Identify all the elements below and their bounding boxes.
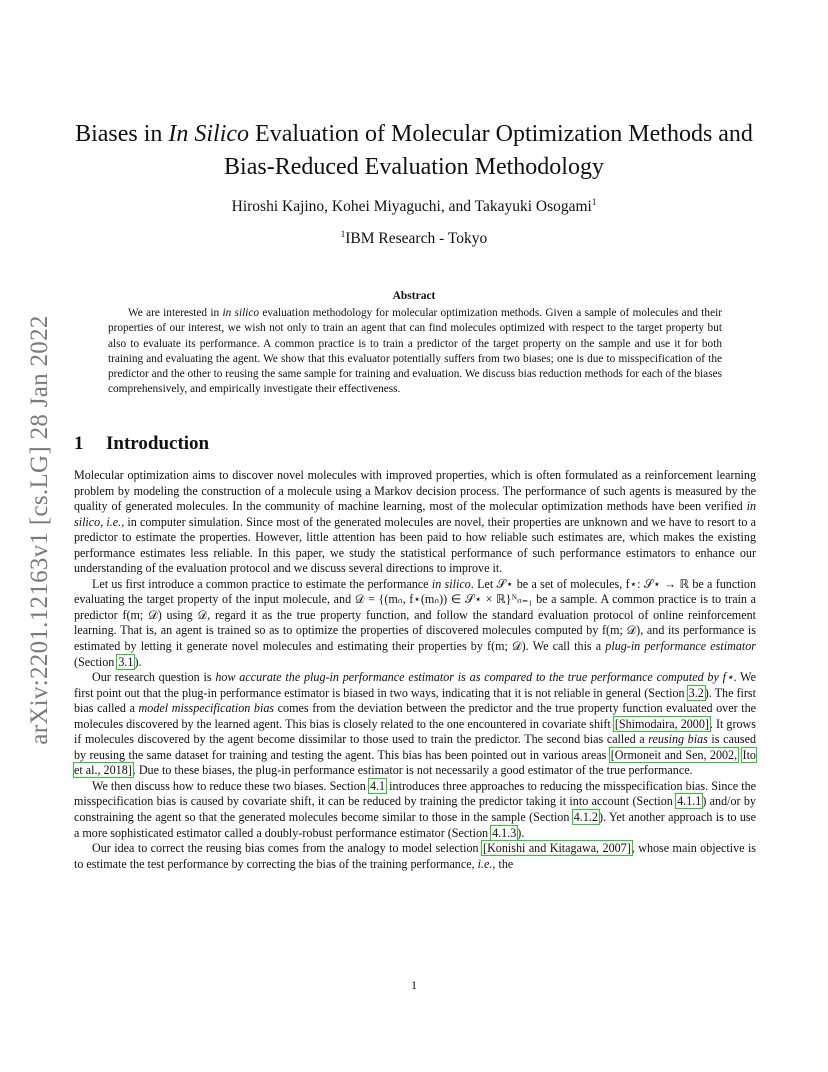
- section-number: 1: [74, 433, 84, 454]
- abstract-text-1: We are interested in: [128, 307, 223, 319]
- p4-text-d: ). Yet another approach is to use a more sophisticated estimator called a doubly-robust performance estimator (Section: [74, 810, 757, 840]
- title-part-2: Evaluation of Molecular Optimization Methods and: [249, 121, 753, 147]
- author-names: Hiroshi Kajino, Kohei Miyaguchi, and Takayuki Osogami: [231, 198, 592, 216]
- p5-text-a: Our idea to correct the reusing bias comes from the analogy to model selection: [92, 841, 483, 856]
- p2-text-c: (Section: [74, 654, 118, 669]
- p5-text-c: , the: [492, 856, 514, 871]
- abstract-heading: Abstract: [392, 290, 436, 302]
- paragraph-1: [74, 468, 756, 577]
- section-link-3-2[interactable]: 3.2: [688, 685, 704, 700]
- p4-text-a: We then discuss how to reduce these two biases. Section: [92, 778, 369, 793]
- title-italic: In Silico: [168, 121, 250, 147]
- p4-text-b: introduces three approaches to reducing the misspecification bias. Since the misspecification bias is caused by covariate shift, it can be reduced by training the predictor taking it into account (Section: [74, 778, 756, 809]
- paper-title: [74, 118, 754, 184]
- page-number: 1: [411, 978, 417, 992]
- section-link-4-1-3[interactable]: 4.1.3: [492, 825, 517, 840]
- p4-text-e: ).: [517, 825, 525, 840]
- introduction-body: [74, 468, 756, 872]
- section-link-4-1-1[interactable]: 4.1.1: [677, 794, 702, 809]
- author-list: [74, 197, 754, 216]
- paragraph-4: [74, 779, 756, 841]
- arxiv-identifier-stamp: arXiv:2201.12163v1 [cs.LG] 28 Jan 2022: [26, 315, 53, 745]
- p3-text-b: . We first point out that the plug-in performance estimator is biased in two ways, indicating that it is not reliable in general (Section: [74, 670, 756, 700]
- p3-text-e: . It grows if molecules discovered by the agent become dissimilar to those used to train the predictor. The second bias called a: [74, 716, 756, 747]
- p3-italic-e: reusing bias: [648, 732, 708, 747]
- p1-text-b: , in computer simulation. Since most of the generated molecules are novel, their properties are unknown and we have to resort to a predictor to estimate the properties. However, little attention has been paid to how reliable such estimates are, which makes the existing performance estimates less reliable. In this paper, we study the statistical performance of such performance estimators to enhance our understanding of the evaluation protocol and we discuss several directions to improve it.: [74, 514, 756, 576]
- p2-text-a: Let us first introduce a common practice to estimate the performance: [92, 576, 432, 591]
- section-link-4-1-2[interactable]: 4.1.2: [573, 810, 598, 825]
- p5-italic: i.e.: [477, 856, 493, 871]
- paragraph-3: [74, 670, 756, 779]
- title-line-2: Bias-Reduced Evaluation Methodology: [224, 154, 604, 180]
- p3-text-a: Our research question is: [92, 670, 216, 685]
- p5-text-b: , whose main objective is to estimate the test performance by correcting the bias of the training performance,: [74, 841, 757, 871]
- affiliation-name: IBM Research - Tokyo: [345, 230, 488, 248]
- abstract-text-2: evaluation methodology for molecular optimization methods. Given a sample of molecules and their properties of our interest, we wish not only to train an agent that can find molecules optimized with respect to the target property but also to evaluate its performance. A common practice is to train a predictor of the target property on the sample and use it for both training and evaluating the agent. We show that this evaluator potentially suffers from two biases; one is due to misspecification of the predictor and the other to reusing the same sample for training and evaluation. We discuss bias reduction methods for each of the biases comprehensively, and empirically investigate their effectiveness.: [108, 307, 722, 396]
- p3-text-h: . Due to these biases, the plug-in performance estimator is not necessarily a good estimator of the true performance.: [132, 763, 693, 778]
- p1-italic: in silico, i.e.: [74, 499, 756, 529]
- p3-italic-a: how accurate the plug-in performance estimator is as compared to the true performance computed by f⋆: [215, 670, 734, 685]
- p3-italic-c: model misspecification bias: [138, 701, 275, 716]
- p1-text-a: Molecular optimization aims to discover novel molecules with improved properties, which is often formulated as a reinforcement learning problem by modeling the construction of a molecule using a Markov decision process. The performance of such agents is measured by the quality of generated molecules. In the community of machine learning, most of the molecular optimization methods have been verified: [74, 468, 756, 514]
- p3-text-f: is caused by reusing the same dataset for training and testing the agent. This bias has been pointed out in various areas: [74, 732, 756, 762]
- title-part-1: Biases in: [75, 121, 169, 147]
- section-link-4-1[interactable]: 4.1: [369, 778, 386, 793]
- author-affiliation-mark: 1: [591, 197, 597, 207]
- affiliation-mark: 1: [340, 229, 346, 239]
- affiliation: [74, 229, 754, 248]
- p2-italic-b: plug-in performance estimator: [605, 639, 756, 654]
- citation-link-ormoneit[interactable]: [Ormoneit and Sen, 2002,: [610, 747, 738, 762]
- paragraph-5: [74, 841, 756, 872]
- abstract-text: [108, 306, 722, 398]
- section-title: Introduction: [106, 433, 210, 454]
- abstract-italic: in silico: [222, 307, 260, 319]
- p2-text-d: ).: [134, 654, 142, 669]
- citation-link-shimodaira[interactable]: [Shimodaira, 2000]: [614, 716, 709, 731]
- section-heading: [74, 433, 209, 455]
- p2-text-b: . Let 𝒮⋆ be a set of molecules, f⋆: 𝒮⋆ → ℝ be a function evaluating the target property of the input molecule, and 𝒟 = {(mₙ, f⋆(mₙ)) ∈ 𝒮⋆ × ℝ}ᴺₙ₌₁ be a sample. A common practice is to train a predictor f(m; 𝒟) using 𝒟, regard it as the true property function, and follow the standard evaluation protocol of online reinforcement learning. That is, an agent is trained so as to optimize the properties of discovered molecules computed by f(m; 𝒟), and its performance is estimated by letting it generate novel molecules and estimating their properties by f(m; 𝒟). We call this a: [74, 576, 757, 654]
- paragraph-2: [74, 577, 756, 670]
- p2-italic-a: in silico: [431, 576, 471, 591]
- p4-text-c: ) and/or by constraining the agent so that the generated molecules become similar to those in the sample (Section: [74, 794, 756, 825]
- citation-link-ito[interactable]: Ito et al., 2018]: [74, 747, 756, 778]
- p3-text-d: comes from the deviation between the predictor and the true property function evaluated over the molecules discovered by the learned agent. This bias is closely related to the one encountered in covariate shift: [74, 701, 756, 731]
- p3-text-c: ). The first bias called a: [74, 685, 756, 716]
- section-link-3-1[interactable]: 3.1: [118, 654, 134, 669]
- citation-link-konishi[interactable]: [Konishi and Kitagawa, 2007]: [483, 841, 631, 856]
